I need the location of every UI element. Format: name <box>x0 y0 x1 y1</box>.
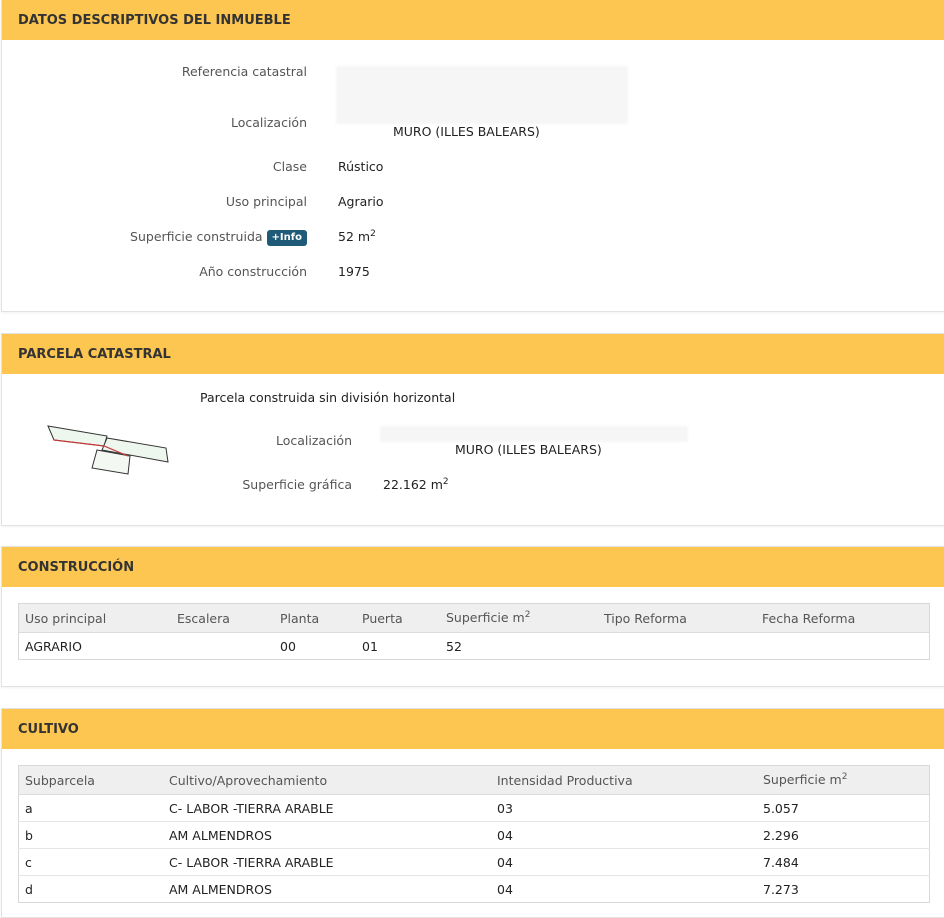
cell-subparcela: d <box>19 876 164 903</box>
cell-puerta: 01 <box>356 633 440 660</box>
ref-label: Referencia catastral <box>181 64 307 79</box>
parcela-loc-value: MURO (ILLES BALEARS) <box>455 442 602 457</box>
cell-superficie: 7.273 <box>757 876 930 903</box>
parcela-title: PARCELA CATASTRAL <box>18 346 171 362</box>
cell-superficie: 2.296 <box>757 822 930 849</box>
cell-intensidad: 03 <box>491 795 757 822</box>
construccion-header-row <box>19 604 930 633</box>
cell-superficie: 5.057 <box>757 795 930 822</box>
cell-superficie: 7.484 <box>757 849 930 876</box>
loc-label: Localización <box>230 115 307 130</box>
cell-intensidad: 04 <box>491 849 757 876</box>
cell-escalera <box>171 633 274 660</box>
col-subparcela: Subparcela <box>19 766 164 795</box>
cell-fecha-reforma <box>756 633 930 660</box>
uso-label: Uso principal <box>225 194 307 209</box>
col-tipo-reforma: Tipo Reforma <box>598 604 756 633</box>
loc-value: MURO (ILLES BALEARS) <box>388 124 540 139</box>
table-row <box>19 795 930 822</box>
col-planta: Planta <box>274 604 356 633</box>
col-superficie: Superficie $m^2$ <box>440 604 598 633</box>
col-uso: Uso principal <box>19 604 172 633</box>
col-cultivo: Cultivo/Aprovechamiento <box>163 766 491 795</box>
cell-uso: AGRARIO <box>19 633 172 660</box>
cultivo-panel <box>1 708 944 918</box>
datos-panel <box>1 0 944 312</box>
table-row <box>19 876 930 903</box>
parcela-sup-value: 22.162 $m^2$ <box>383 477 449 493</box>
col-escalera: Escalera <box>171 604 274 633</box>
parcela-header <box>2 334 944 374</box>
col-intensidad: Intensidad Productiva <box>491 766 757 795</box>
col-puerta: Puerta <box>356 604 440 633</box>
cultivo-header <box>2 709 944 749</box>
clase-label: Clase <box>272 159 307 174</box>
table-row <box>19 849 930 876</box>
cell-intensidad: 04 <box>491 822 757 849</box>
cultivo-header-row <box>19 766 930 795</box>
construccion-header <box>2 547 944 587</box>
sup-construida-value: 52 $m^2$ <box>338 229 376 245</box>
table-row <box>19 822 930 849</box>
parcela-panel <box>1 333 944 526</box>
parcel-map-thumbnail[interactable] <box>42 420 177 480</box>
parcela-loc-label: Localización <box>275 433 352 448</box>
construccion-title: CONSTRUCCIÓN <box>18 559 135 575</box>
cell-cultivo: AM ALMENDROS <box>163 822 491 849</box>
datos-title: DATOS DESCRIPTIVOS DEL INMUEBLE <box>18 12 291 28</box>
anio-value: 1975 <box>338 264 370 279</box>
info-button[interactable]: +Info <box>267 230 307 246</box>
uso-value: Agrario <box>338 194 384 209</box>
cell-subparcela: a <box>19 795 164 822</box>
anio-label: Año construcción <box>199 264 307 279</box>
clase-value: Rústico <box>338 159 384 174</box>
cell-cultivo: C- LABOR -TIERRA ARABLE <box>163 849 491 876</box>
construccion-panel <box>1 546 944 687</box>
col-superficie: Superficie $m^2$ <box>757 766 930 795</box>
cell-intensidad: 04 <box>491 876 757 903</box>
cell-subparcela: c <box>19 849 164 876</box>
parcela-loc-redacted <box>380 426 688 442</box>
cell-cultivo: C- LABOR -TIERRA ARABLE <box>163 795 491 822</box>
parcela-sup-label: Superficie gráfica <box>242 477 352 492</box>
ref-value-redacted <box>336 66 628 124</box>
datos-header <box>2 0 944 40</box>
cultivo-table <box>18 765 930 903</box>
table-row <box>19 633 930 660</box>
cell-superficie: 52 <box>440 633 598 660</box>
cell-cultivo: AM ALMENDROS <box>163 876 491 903</box>
construccion-table <box>18 603 930 660</box>
sup-construida-label: Superficie construida +Info <box>130 229 307 246</box>
col-fecha-reforma: Fecha Reforma <box>756 604 930 633</box>
cell-planta: 00 <box>274 633 356 660</box>
cell-tipo-reforma <box>598 633 756 660</box>
parcela-desc: Parcela construida sin división horizontal <box>200 390 456 405</box>
cell-subparcela: b <box>19 822 164 849</box>
cultivo-title: CULTIVO <box>18 721 79 737</box>
